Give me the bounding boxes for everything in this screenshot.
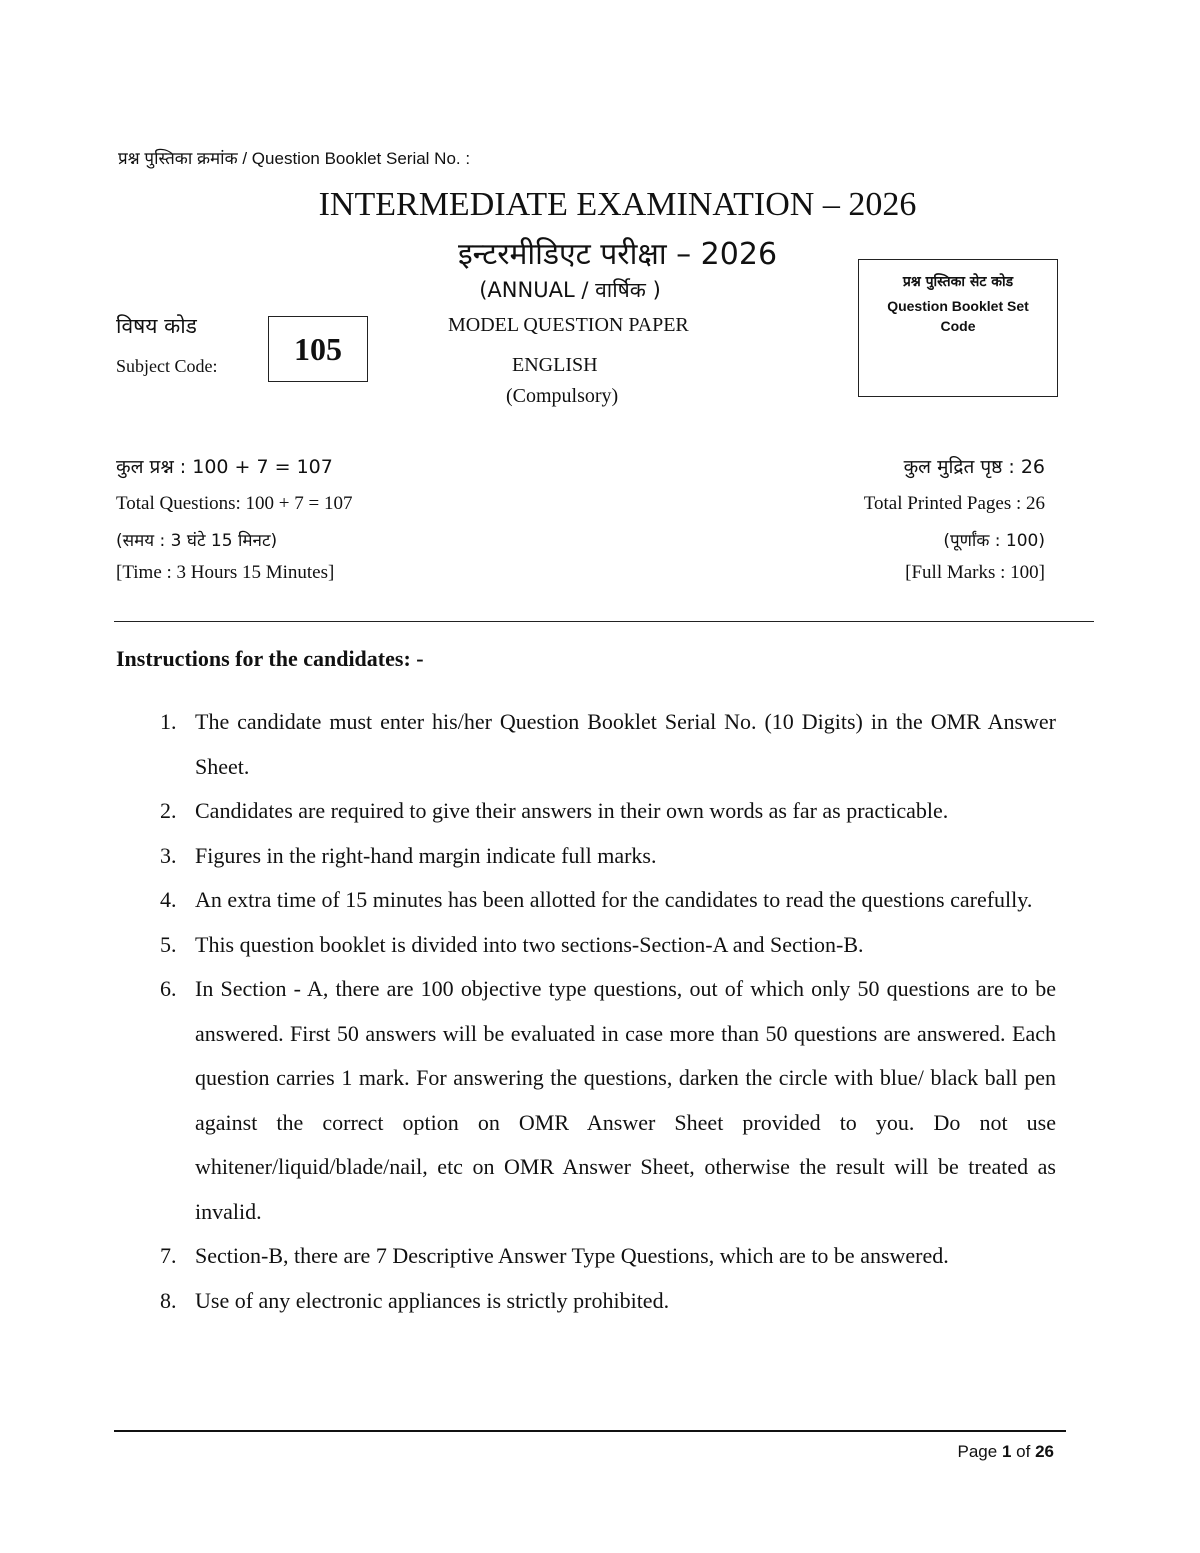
instruction-item [160,700,1056,789]
instruction-number: 4. [160,887,177,912]
instructions-list [160,700,1056,1323]
instructions-heading: Instructions for the candidates: - [116,646,424,671]
header-divider [114,621,1094,622]
instruction-text: Use of any electronic appliances is strictly prohibited. [195,1287,670,1313]
total-questions-hindi: कुल प्रश्न : 100 + 7 = 107 [116,456,333,478]
total-questions-english: Total Questions: 100 + 7 = 107 [116,493,353,514]
instruction-number: 8. [160,1287,177,1313]
total-pages-hindi: कुल मुद्रित पृष्ठ : 26 [903,456,1045,478]
instruction-number: 1. [160,709,177,734]
instruction-text: The candidate must enter his/her Question Booklet Serial No. (10 Digits) in the OMR Answer Sheet. [195,709,1056,779]
instruction-item [160,1279,1056,1324]
page-number [958,1442,1054,1462]
instruction-number: 6. [160,976,177,1001]
subject-qualifier: (Compulsory) [506,385,619,407]
instruction-text: Figures in the right-hand margin indicate full marks. [195,842,657,868]
instruction-item [160,878,1056,923]
instruction-text: This question booklet is divided into two sections-Section-A and Section-B. [195,931,864,957]
instruction-number: 5. [160,931,177,957]
instruction-item [160,834,1056,879]
full-marks-english: [Full Marks : 100] [905,562,1045,583]
page-of: of [1016,1442,1031,1461]
subject-code-label-english: Subject Code: [116,356,218,376]
page-label: Page [957,1442,998,1461]
time-hindi: (समय : 3 घंटे 15 मिनट) [116,531,278,551]
instruction-text: In Section - A, there are 100 objective type questions, out of which only 50 questions are to be answered. First 50 answers will be evaluated in case more than 50 questions are answered. Each question carries 1 mark. For answering the questions, darken the circle with blue/ black ball pen against the correct option on OMR Answer Sheet provided to you. Do not use whitener/liquid/blade/nail, etc on OMR Answer Sheet, otherwise the result will be treated as invalid. [195,976,1056,1224]
instruction-text: Section-B, there are 7 Descriptive Answer Type Questions, which are to be answered. [195,1243,949,1268]
instruction-item [160,789,1056,834]
exam-type: (ANNUAL / वार्षिक ) [479,278,661,302]
instruction-number: 2. [160,798,177,823]
instruction-item [160,967,1056,1234]
paper-type: MODEL QUESTION PAPER [448,314,689,336]
page-current: 1 [1001,1442,1012,1461]
footer-divider [114,1430,1066,1432]
instruction-text: An extra time of 15 minutes has been allotted for the candidates to read the questions carefully. [195,887,1033,912]
exam-title-english: INTERMEDIATE EXAMINATION – 2026 [318,186,917,223]
exam-title-hindi: इन्टरमीडिएट परीक्षा – 2026 [457,237,778,272]
total-pages-english: Total Printed Pages : 26 [863,493,1045,514]
time-english: [Time : 3 Hours 15 Minutes] [116,562,335,583]
subject-code-value: 105 [294,330,342,367]
page-total: 26 [1035,1442,1054,1461]
instruction-item [160,923,1056,968]
set-code-label-hindi: प्रश्न पुस्तिका सेट कोड [902,274,1014,290]
instruction-item [160,1234,1056,1279]
full-marks-hindi: (पूर्णांक : 100) [943,531,1045,551]
subject-name: ENGLISH [512,354,598,376]
subject-code-label-hindi: विषय कोड [116,314,197,338]
subject-code-box [268,316,368,382]
booklet-serial-label: प्रश्न पुस्तिका क्रमांक / Question Booklet Serial No. : [118,149,471,168]
booklet-set-code-box [858,259,1058,397]
set-code-label-english: Question Booklet Set Code [887,298,1029,334]
instruction-text: Candidates are required to give their answers in their own words as far as practicable. [195,798,949,823]
instruction-number: 3. [160,842,177,868]
instruction-number: 7. [160,1243,177,1268]
